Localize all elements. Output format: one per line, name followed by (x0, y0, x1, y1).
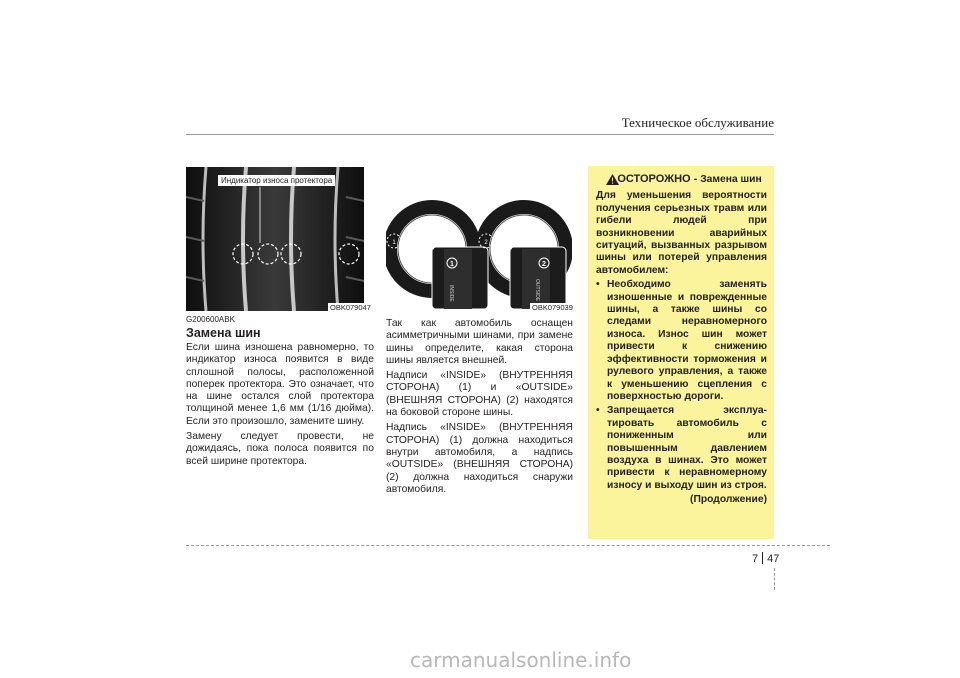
left-paragraph: Если шина изношена равномерно, то индикатор износа появится в виде сплошной полосы, расположенной поперек протектора. Это означает, что на шине остался слой протектора толщиной менее 1,6 мм (1/16 дюйма). Если это произошло, замените шину. (186, 342, 374, 427)
image-code-right: OBK079039 (532, 303, 573, 312)
page-separator (762, 552, 763, 564)
section-code: G200600ABK (186, 315, 235, 324)
chapter-number: 7 (752, 553, 759, 565)
outside-marking: OUTSIDE (534, 279, 540, 302)
section-title: Техническое обслуживание (621, 115, 774, 130)
footer-vertical-rule (774, 568, 775, 590)
callout-2: 2 (542, 261, 546, 268)
header-rule (186, 134, 774, 135)
page-number (752, 552, 779, 565)
warning-triangle-icon (606, 174, 619, 185)
left-column-text (186, 342, 374, 471)
footer-rule (186, 545, 830, 546)
tread-illustration (186, 167, 364, 311)
tread-wear-photo (186, 167, 364, 311)
warning-list (596, 279, 767, 492)
watermark: carmanualsonline.info (410, 648, 632, 672)
warning-subtitle: Замена шин (700, 174, 762, 185)
middle-paragraph: Надпись «INSIDE» (ВНУТРЕННЯЯ СТОРОНА) (1) должна находиться внутри автомобиля, а надпись «OUTSIDE» (ВНЕШНЯЯ СТОРОНА) (2) должна находиться снаружи автомобиля. (386, 422, 573, 495)
inside-marking: INSIDE (448, 285, 454, 302)
left-paragraph: Замену следует провести, не дожидаясь, пока полоса появится по всей ширине протектора. (186, 431, 374, 467)
middle-paragraph: Надписи «INSIDE» (ВНУТРЕННЯЯ СТОРОНА) (1) и «OUTSIDE» (ВНЕШНЯЯ СТОРОНА) (2) находятся на боковой стороне шины. (386, 370, 573, 419)
continued-label: (Продолжение) (690, 494, 767, 506)
tire-illustration (386, 167, 572, 311)
page-number-value: 47 (767, 553, 780, 565)
warning-title-text: ОСТОРОЖНО - (617, 173, 698, 185)
warning-list-item: • Запрещается эксплуа-тировать автомобиль с пониженным или повышенным давлением воздуха в шинах. Это может привести к неравномерному износу и выходу шин из строя. (596, 405, 767, 492)
tire-sidewall-photo (386, 167, 572, 311)
warning-title (596, 173, 767, 186)
middle-paragraph: Так как автомобиль оснащен асимметричными шинами, при замене шины определите, какая сторона шины является внешней. (386, 318, 573, 366)
warning-list-item: • Необходимо заменять изношенные и поврежденные шины, а также шины со следами неравномерного износа. Износ шин может привести к снижению эффективности торможения и рулевого управления, а также к уменьшению сцепления с поверхностью дороги. (596, 279, 767, 403)
warning-box (588, 166, 774, 539)
callout-2-small: 2 (484, 240, 488, 246)
callout-1: 1 (450, 261, 454, 268)
tire-replacement-heading: Замена шин (186, 326, 261, 340)
image-code-left: OBK079047 (330, 303, 371, 312)
tread-indicator-label: Индикатор износа протектора (218, 175, 335, 186)
middle-column-text (386, 318, 573, 499)
warning-intro: Для уменьшения вероятности получения серьезных травм или гибели людей при возникновении аварийных ситуаций, вызванных разрывом шины или потерей управления автомобилем: (596, 190, 767, 276)
callout-1-small: 1 (392, 240, 396, 246)
